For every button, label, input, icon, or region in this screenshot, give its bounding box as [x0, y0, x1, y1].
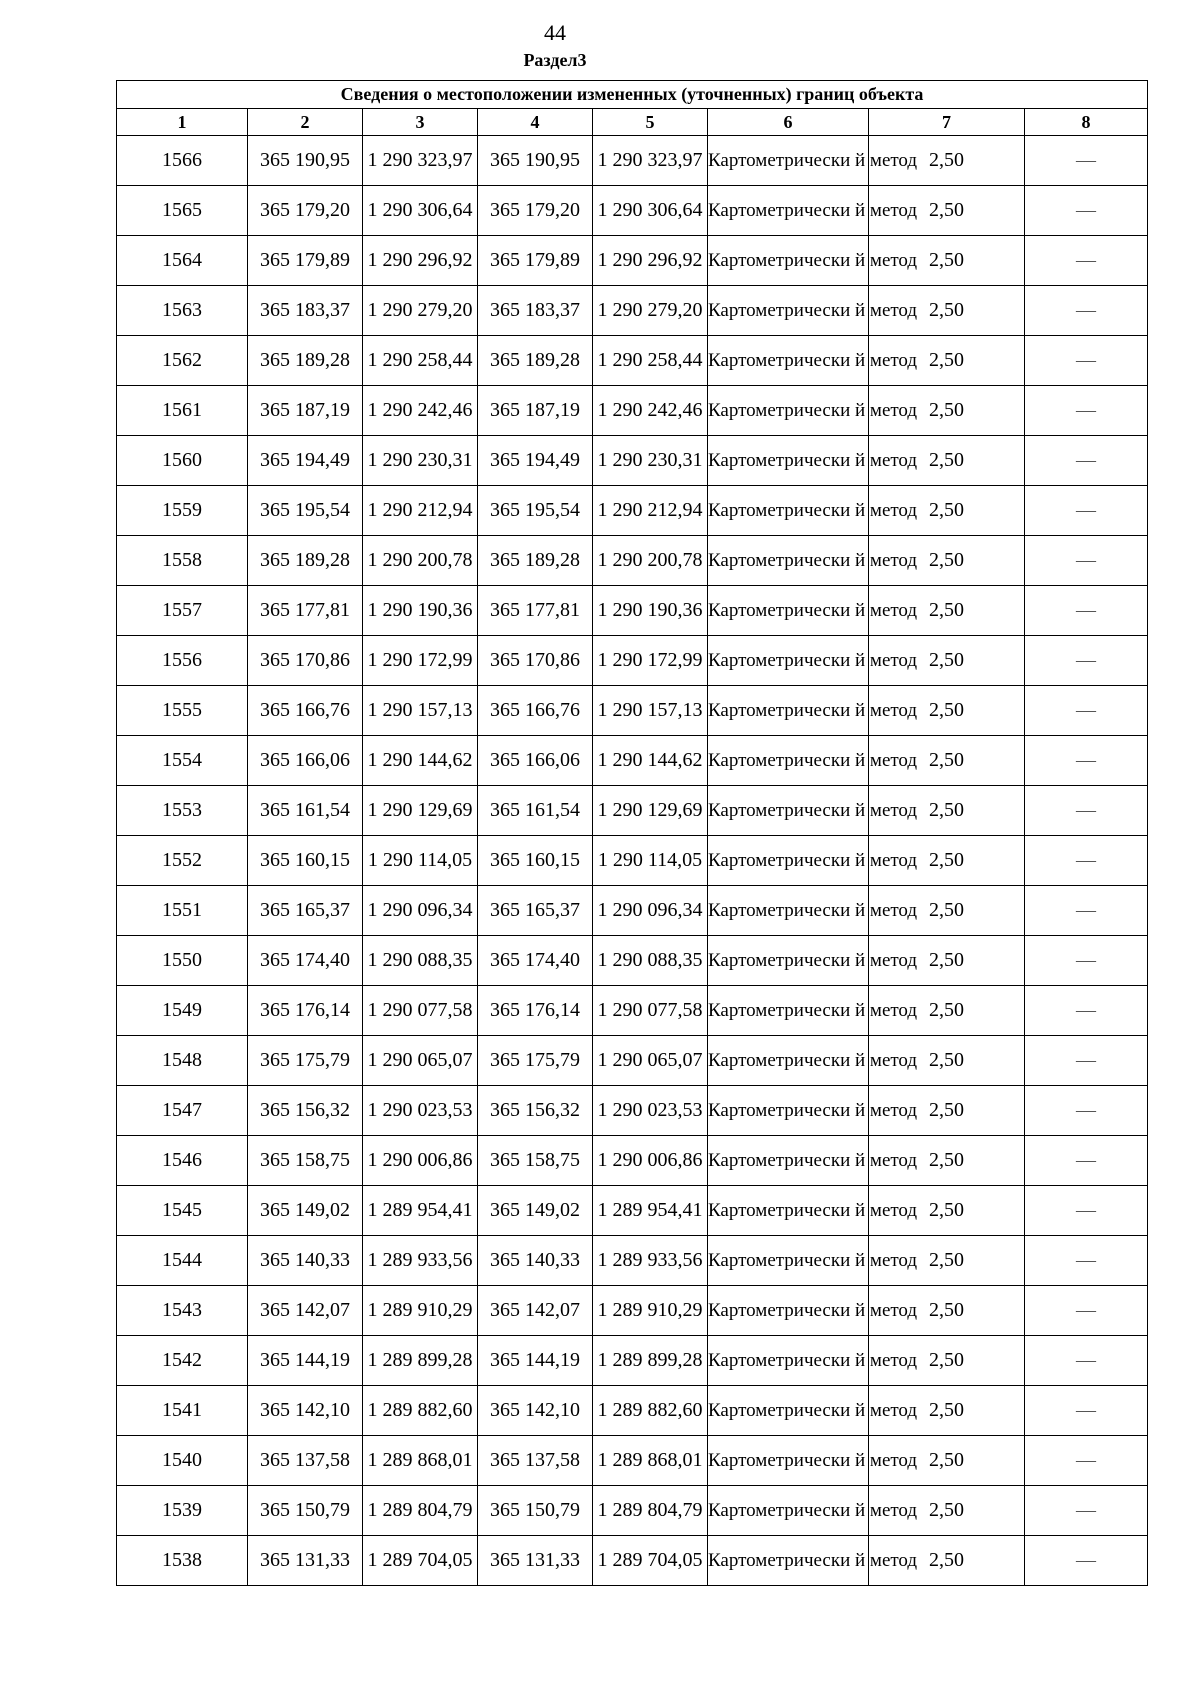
method-cell: Картометрически й метод — [708, 1536, 869, 1586]
x-old-cell: 365 176,14 — [248, 986, 363, 1036]
x-old-cell: 365 131,33 — [248, 1536, 363, 1586]
method-cell: Картометрически й метод — [708, 336, 869, 386]
table-row — [117, 1536, 1148, 1586]
table-row — [117, 586, 1148, 636]
y-new-cell: 1 290 190,36 — [593, 586, 708, 636]
table-row — [117, 786, 1148, 836]
table-row — [117, 1386, 1148, 1436]
x-old-cell: 365 179,20 — [248, 186, 363, 236]
accuracy-cell: 2,50 — [869, 336, 1025, 386]
x-old-cell: 365 142,10 — [248, 1386, 363, 1436]
y-new-cell: 1 290 200,78 — [593, 536, 708, 586]
table-row — [117, 1136, 1148, 1186]
x-old-cell: 365 142,07 — [248, 1286, 363, 1336]
column-number: 7 — [869, 109, 1025, 136]
y-old-cell: 1 290 306,64 — [363, 186, 478, 236]
table-row — [117, 986, 1148, 1036]
x-new-cell: 365 144,19 — [478, 1336, 593, 1386]
method-cell: Картометрически й метод — [708, 486, 869, 536]
x-new-cell: 365 131,33 — [478, 1536, 593, 1586]
description-cell: — — [1025, 686, 1148, 736]
description-cell: — — [1025, 1186, 1148, 1236]
accuracy-cell: 2,50 — [869, 836, 1025, 886]
point-number-cell: 1557 — [117, 586, 248, 636]
description-cell: — — [1025, 786, 1148, 836]
table-row — [117, 436, 1148, 486]
x-new-cell: 365 195,54 — [478, 486, 593, 536]
x-new-cell: 365 142,10 — [478, 1386, 593, 1436]
method-cell: Картометрически й метод — [708, 436, 869, 486]
y-new-cell: 1 290 172,99 — [593, 636, 708, 686]
y-old-cell: 1 290 114,05 — [363, 836, 478, 886]
x-new-cell: 365 176,14 — [478, 986, 593, 1036]
accuracy-cell: 2,50 — [869, 586, 1025, 636]
table-row — [117, 936, 1148, 986]
x-old-cell: 365 170,86 — [248, 636, 363, 686]
x-old-cell: 365 194,49 — [248, 436, 363, 486]
page-number: 44 — [544, 20, 566, 45]
method-cell: Картометрически й метод — [708, 1036, 869, 1086]
y-old-cell: 1 289 804,79 — [363, 1486, 478, 1536]
y-new-cell: 1 290 323,97 — [593, 136, 708, 186]
method-cell: Картометрически й метод — [708, 1236, 869, 1286]
y-new-cell: 1 290 114,05 — [593, 836, 708, 886]
method-cell: Картометрически й метод — [708, 1086, 869, 1136]
point-number-cell: 1554 — [117, 736, 248, 786]
x-old-cell: 365 144,19 — [248, 1336, 363, 1386]
y-new-cell: 1 290 129,69 — [593, 786, 708, 836]
x-new-cell: 365 179,89 — [478, 236, 593, 286]
point-number-cell: 1546 — [117, 1136, 248, 1186]
y-new-cell: 1 290 088,35 — [593, 936, 708, 986]
method-cell: Картометрически й метод — [708, 136, 869, 186]
point-number-cell: 1548 — [117, 1036, 248, 1086]
x-old-cell: 365 150,79 — [248, 1486, 363, 1536]
method-cell: Картометрически й метод — [708, 1336, 869, 1386]
method-cell: Картометрически й метод — [708, 986, 869, 1036]
x-new-cell: 365 170,86 — [478, 636, 593, 686]
x-new-cell: 365 179,20 — [478, 186, 593, 236]
x-new-cell: 365 177,81 — [478, 586, 593, 636]
y-old-cell: 1 289 868,01 — [363, 1436, 478, 1486]
accuracy-cell: 2,50 — [869, 186, 1025, 236]
description-cell: — — [1025, 636, 1148, 686]
x-new-cell: 365 166,06 — [478, 736, 593, 786]
method-cell: Картометрически й метод — [708, 836, 869, 886]
description-cell: — — [1025, 436, 1148, 486]
x-new-cell: 365 165,37 — [478, 886, 593, 936]
method-cell: Картометрически й метод — [708, 236, 869, 286]
y-old-cell: 1 289 882,60 — [363, 1386, 478, 1436]
point-number-cell: 1543 — [117, 1286, 248, 1336]
y-old-cell: 1 290 190,36 — [363, 586, 478, 636]
x-new-cell: 365 174,40 — [478, 936, 593, 986]
description-cell: — — [1025, 386, 1148, 436]
description-cell: — — [1025, 336, 1148, 386]
y-new-cell: 1 290 065,07 — [593, 1036, 708, 1086]
table-row — [117, 1336, 1148, 1386]
y-old-cell: 1 290 212,94 — [363, 486, 478, 536]
point-number-cell: 1559 — [117, 486, 248, 536]
table-row — [117, 486, 1148, 536]
accuracy-cell: 2,50 — [869, 1036, 1025, 1086]
table-row — [117, 136, 1148, 186]
accuracy-cell: 2,50 — [869, 1536, 1025, 1586]
y-new-cell: 1 289 899,28 — [593, 1336, 708, 1386]
y-new-cell: 1 290 242,46 — [593, 386, 708, 436]
description-cell: — — [1025, 1086, 1148, 1136]
description-cell: — — [1025, 886, 1148, 936]
x-old-cell: 365 175,79 — [248, 1036, 363, 1086]
x-new-cell: 365 150,79 — [478, 1486, 593, 1536]
column-number: 2 — [248, 109, 363, 136]
x-old-cell: 365 166,06 — [248, 736, 363, 786]
y-new-cell: 1 289 933,56 — [593, 1236, 708, 1286]
x-new-cell: 365 160,15 — [478, 836, 593, 886]
description-cell: — — [1025, 186, 1148, 236]
point-number-cell: 1550 — [117, 936, 248, 986]
point-number-cell: 1555 — [117, 686, 248, 736]
accuracy-cell: 2,50 — [869, 886, 1025, 936]
accuracy-cell: 2,50 — [869, 736, 1025, 786]
point-number-cell: 1539 — [117, 1486, 248, 1536]
y-old-cell: 1 290 088,35 — [363, 936, 478, 986]
accuracy-cell: 2,50 — [869, 136, 1025, 186]
x-old-cell: 365 174,40 — [248, 936, 363, 986]
y-old-cell: 1 290 157,13 — [363, 686, 478, 736]
point-number-cell: 1538 — [117, 1536, 248, 1586]
accuracy-cell: 2,50 — [869, 986, 1025, 1036]
x-old-cell: 365 187,19 — [248, 386, 363, 436]
x-old-cell: 365 177,81 — [248, 586, 363, 636]
point-number-cell: 1552 — [117, 836, 248, 886]
y-new-cell: 1 290 279,20 — [593, 286, 708, 336]
y-old-cell: 1 289 933,56 — [363, 1236, 478, 1286]
table-row — [117, 336, 1148, 386]
accuracy-cell: 2,50 — [869, 1386, 1025, 1436]
description-cell: — — [1025, 1036, 1148, 1086]
description-cell: — — [1025, 486, 1148, 536]
accuracy-cell: 2,50 — [869, 1086, 1025, 1136]
x-old-cell: 365 165,37 — [248, 886, 363, 936]
method-cell: Картометрически й метод — [708, 786, 869, 836]
x-old-cell: 365 140,33 — [248, 1236, 363, 1286]
y-old-cell: 1 290 242,46 — [363, 386, 478, 436]
accuracy-cell: 2,50 — [869, 936, 1025, 986]
y-new-cell: 1 290 077,58 — [593, 986, 708, 1036]
x-old-cell: 365 189,28 — [248, 536, 363, 586]
x-old-cell: 365 161,54 — [248, 786, 363, 836]
table-row — [117, 836, 1148, 886]
accuracy-cell: 2,50 — [869, 636, 1025, 686]
description-cell: — — [1025, 736, 1148, 786]
table-row — [117, 286, 1148, 336]
description-cell: — — [1025, 236, 1148, 286]
column-number: 8 — [1025, 109, 1148, 136]
x-old-cell: 365 158,75 — [248, 1136, 363, 1186]
point-number-cell: 1566 — [117, 136, 248, 186]
y-new-cell: 1 290 230,31 — [593, 436, 708, 486]
table-row — [117, 1086, 1148, 1136]
y-new-cell: 1 290 006,86 — [593, 1136, 708, 1186]
accuracy-cell: 2,50 — [869, 786, 1025, 836]
description-cell: — — [1025, 536, 1148, 586]
method-cell: Картометрически й метод — [708, 1486, 869, 1536]
x-old-cell: 365 149,02 — [248, 1186, 363, 1236]
accuracy-cell: 2,50 — [869, 436, 1025, 486]
table-row — [117, 186, 1148, 236]
point-number-cell: 1563 — [117, 286, 248, 336]
x-new-cell: 365 158,75 — [478, 1136, 593, 1186]
x-old-cell: 365 156,32 — [248, 1086, 363, 1136]
accuracy-cell: 2,50 — [869, 486, 1025, 536]
description-cell: — — [1025, 1286, 1148, 1336]
y-new-cell: 1 289 804,79 — [593, 1486, 708, 1536]
accuracy-cell: 2,50 — [869, 386, 1025, 436]
method-cell: Картометрически й метод — [708, 1186, 869, 1236]
method-cell: Картометрически й метод — [708, 686, 869, 736]
table-body — [117, 136, 1148, 1586]
y-new-cell: 1 289 704,05 — [593, 1536, 708, 1586]
description-cell: — — [1025, 1536, 1148, 1586]
coordinates-table — [116, 80, 1148, 1586]
y-new-cell: 1 289 868,01 — [593, 1436, 708, 1486]
x-new-cell: 365 194,49 — [478, 436, 593, 486]
method-cell: Картометрически й метод — [708, 286, 869, 336]
y-old-cell: 1 290 200,78 — [363, 536, 478, 586]
method-cell: Картометрически й метод — [708, 636, 869, 686]
point-number-cell: 1551 — [117, 886, 248, 936]
accuracy-cell: 2,50 — [869, 536, 1025, 586]
method-cell: Картометрически й метод — [708, 886, 869, 936]
description-cell: — — [1025, 836, 1148, 886]
method-cell: Картометрически й метод — [708, 1436, 869, 1486]
method-cell: Картометрически й метод — [708, 936, 869, 986]
x-old-cell: 365 166,76 — [248, 686, 363, 736]
y-new-cell: 1 290 023,53 — [593, 1086, 708, 1136]
point-number-cell: 1544 — [117, 1236, 248, 1286]
method-cell: Картометрически й метод — [708, 1286, 869, 1336]
x-new-cell: 365 166,76 — [478, 686, 593, 736]
point-number-cell: 1545 — [117, 1186, 248, 1236]
section-title: Раздел3 — [523, 50, 587, 70]
point-number-cell: 1560 — [117, 436, 248, 486]
x-new-cell: 365 137,58 — [478, 1436, 593, 1486]
x-new-cell: 365 190,95 — [478, 136, 593, 186]
y-old-cell: 1 290 096,34 — [363, 886, 478, 936]
point-number-cell: 1556 — [117, 636, 248, 686]
x-new-cell: 365 161,54 — [478, 786, 593, 836]
y-old-cell: 1 290 077,58 — [363, 986, 478, 1036]
table-row — [117, 1186, 1148, 1236]
y-old-cell: 1 290 323,97 — [363, 136, 478, 186]
method-cell: Картометрически й метод — [708, 386, 869, 436]
x-old-cell: 365 183,37 — [248, 286, 363, 336]
x-new-cell: 365 149,02 — [478, 1186, 593, 1236]
accuracy-cell: 2,50 — [869, 1286, 1025, 1336]
y-new-cell: 1 290 212,94 — [593, 486, 708, 536]
table-row — [117, 736, 1148, 786]
description-cell: — — [1025, 1236, 1148, 1286]
description-cell: — — [1025, 136, 1148, 186]
accuracy-cell: 2,50 — [869, 1236, 1025, 1286]
x-new-cell: 365 156,32 — [478, 1086, 593, 1136]
method-cell: Картометрически й метод — [708, 536, 869, 586]
x-new-cell: 365 175,79 — [478, 1036, 593, 1086]
description-cell: — — [1025, 1436, 1148, 1486]
description-cell: — — [1025, 1486, 1148, 1536]
y-old-cell: 1 289 910,29 — [363, 1286, 478, 1336]
y-old-cell: 1 290 279,20 — [363, 286, 478, 336]
table-row — [117, 1436, 1148, 1486]
column-number: 6 — [708, 109, 869, 136]
x-new-cell: 365 187,19 — [478, 386, 593, 436]
description-cell: — — [1025, 936, 1148, 986]
y-old-cell: 1 290 296,92 — [363, 236, 478, 286]
x-old-cell: 365 160,15 — [248, 836, 363, 886]
accuracy-cell: 2,50 — [869, 1186, 1025, 1236]
accuracy-cell: 2,50 — [869, 686, 1025, 736]
accuracy-cell: 2,50 — [869, 286, 1025, 336]
y-new-cell: 1 290 157,13 — [593, 686, 708, 736]
method-cell: Картометрически й метод — [708, 1136, 869, 1186]
y-old-cell: 1 289 954,41 — [363, 1186, 478, 1236]
description-cell: — — [1025, 586, 1148, 636]
description-cell: — — [1025, 1336, 1148, 1386]
y-old-cell: 1 290 006,86 — [363, 1136, 478, 1186]
y-old-cell: 1 290 230,31 — [363, 436, 478, 486]
table-row — [117, 1286, 1148, 1336]
table-row — [117, 1486, 1148, 1536]
y-old-cell: 1 290 023,53 — [363, 1086, 478, 1136]
y-old-cell: 1 289 899,28 — [363, 1336, 478, 1386]
x-old-cell: 365 137,58 — [248, 1436, 363, 1486]
x-old-cell: 365 190,95 — [248, 136, 363, 186]
accuracy-cell: 2,50 — [869, 1336, 1025, 1386]
method-cell: Картометрически й метод — [708, 186, 869, 236]
point-number-cell: 1541 — [117, 1386, 248, 1436]
x-old-cell: 365 195,54 — [248, 486, 363, 536]
x-old-cell: 365 189,28 — [248, 336, 363, 386]
accuracy-cell: 2,50 — [869, 236, 1025, 286]
description-cell: — — [1025, 286, 1148, 336]
y-old-cell: 1 290 065,07 — [363, 1036, 478, 1086]
table-row — [117, 386, 1148, 436]
column-number: 5 — [593, 109, 708, 136]
x-new-cell: 365 189,28 — [478, 536, 593, 586]
accuracy-cell: 2,50 — [869, 1436, 1025, 1486]
x-new-cell: 365 183,37 — [478, 286, 593, 336]
accuracy-cell: 2,50 — [869, 1486, 1025, 1536]
point-number-cell: 1549 — [117, 986, 248, 1036]
description-cell: — — [1025, 1136, 1148, 1186]
y-old-cell: 1 290 258,44 — [363, 336, 478, 386]
x-new-cell: 365 189,28 — [478, 336, 593, 386]
table-row — [117, 636, 1148, 686]
y-new-cell: 1 290 296,92 — [593, 236, 708, 286]
table-caption: Сведения о местоположении измененных (уточненных) границ объекта — [117, 81, 1148, 109]
y-new-cell: 1 290 306,64 — [593, 186, 708, 236]
point-number-cell: 1558 — [117, 536, 248, 586]
x-new-cell: 365 142,07 — [478, 1286, 593, 1336]
table-row — [117, 686, 1148, 736]
y-new-cell: 1 289 882,60 — [593, 1386, 708, 1436]
y-old-cell: 1 290 172,99 — [363, 636, 478, 686]
y-new-cell: 1 290 096,34 — [593, 886, 708, 936]
table-row — [117, 536, 1148, 586]
table-row — [117, 1036, 1148, 1086]
table-row — [117, 886, 1148, 936]
x-old-cell: 365 179,89 — [248, 236, 363, 286]
y-old-cell: 1 290 144,62 — [363, 736, 478, 786]
y-new-cell: 1 289 954,41 — [593, 1186, 708, 1236]
description-cell: — — [1025, 1386, 1148, 1436]
y-old-cell: 1 289 704,05 — [363, 1536, 478, 1586]
column-number: 3 — [363, 109, 478, 136]
y-new-cell: 1 290 144,62 — [593, 736, 708, 786]
point-number-cell: 1562 — [117, 336, 248, 386]
point-number-cell: 1547 — [117, 1086, 248, 1136]
accuracy-cell: 2,50 — [869, 1136, 1025, 1186]
point-number-cell: 1542 — [117, 1336, 248, 1386]
point-number-cell: 1565 — [117, 186, 248, 236]
x-new-cell: 365 140,33 — [478, 1236, 593, 1286]
point-number-cell: 1553 — [117, 786, 248, 836]
table-row — [117, 1236, 1148, 1286]
point-number-cell: 1564 — [117, 236, 248, 286]
point-number-cell: 1540 — [117, 1436, 248, 1486]
column-number: 1 — [117, 109, 248, 136]
column-number: 4 — [478, 109, 593, 136]
table-row — [117, 236, 1148, 286]
y-old-cell: 1 290 129,69 — [363, 786, 478, 836]
y-new-cell: 1 290 258,44 — [593, 336, 708, 386]
point-number-cell: 1561 — [117, 386, 248, 436]
method-cell: Картометрически й метод — [708, 736, 869, 786]
method-cell: Картометрически й метод — [708, 586, 869, 636]
method-cell: Картометрически й метод — [708, 1386, 869, 1436]
description-cell: — — [1025, 986, 1148, 1036]
y-new-cell: 1 289 910,29 — [593, 1286, 708, 1336]
